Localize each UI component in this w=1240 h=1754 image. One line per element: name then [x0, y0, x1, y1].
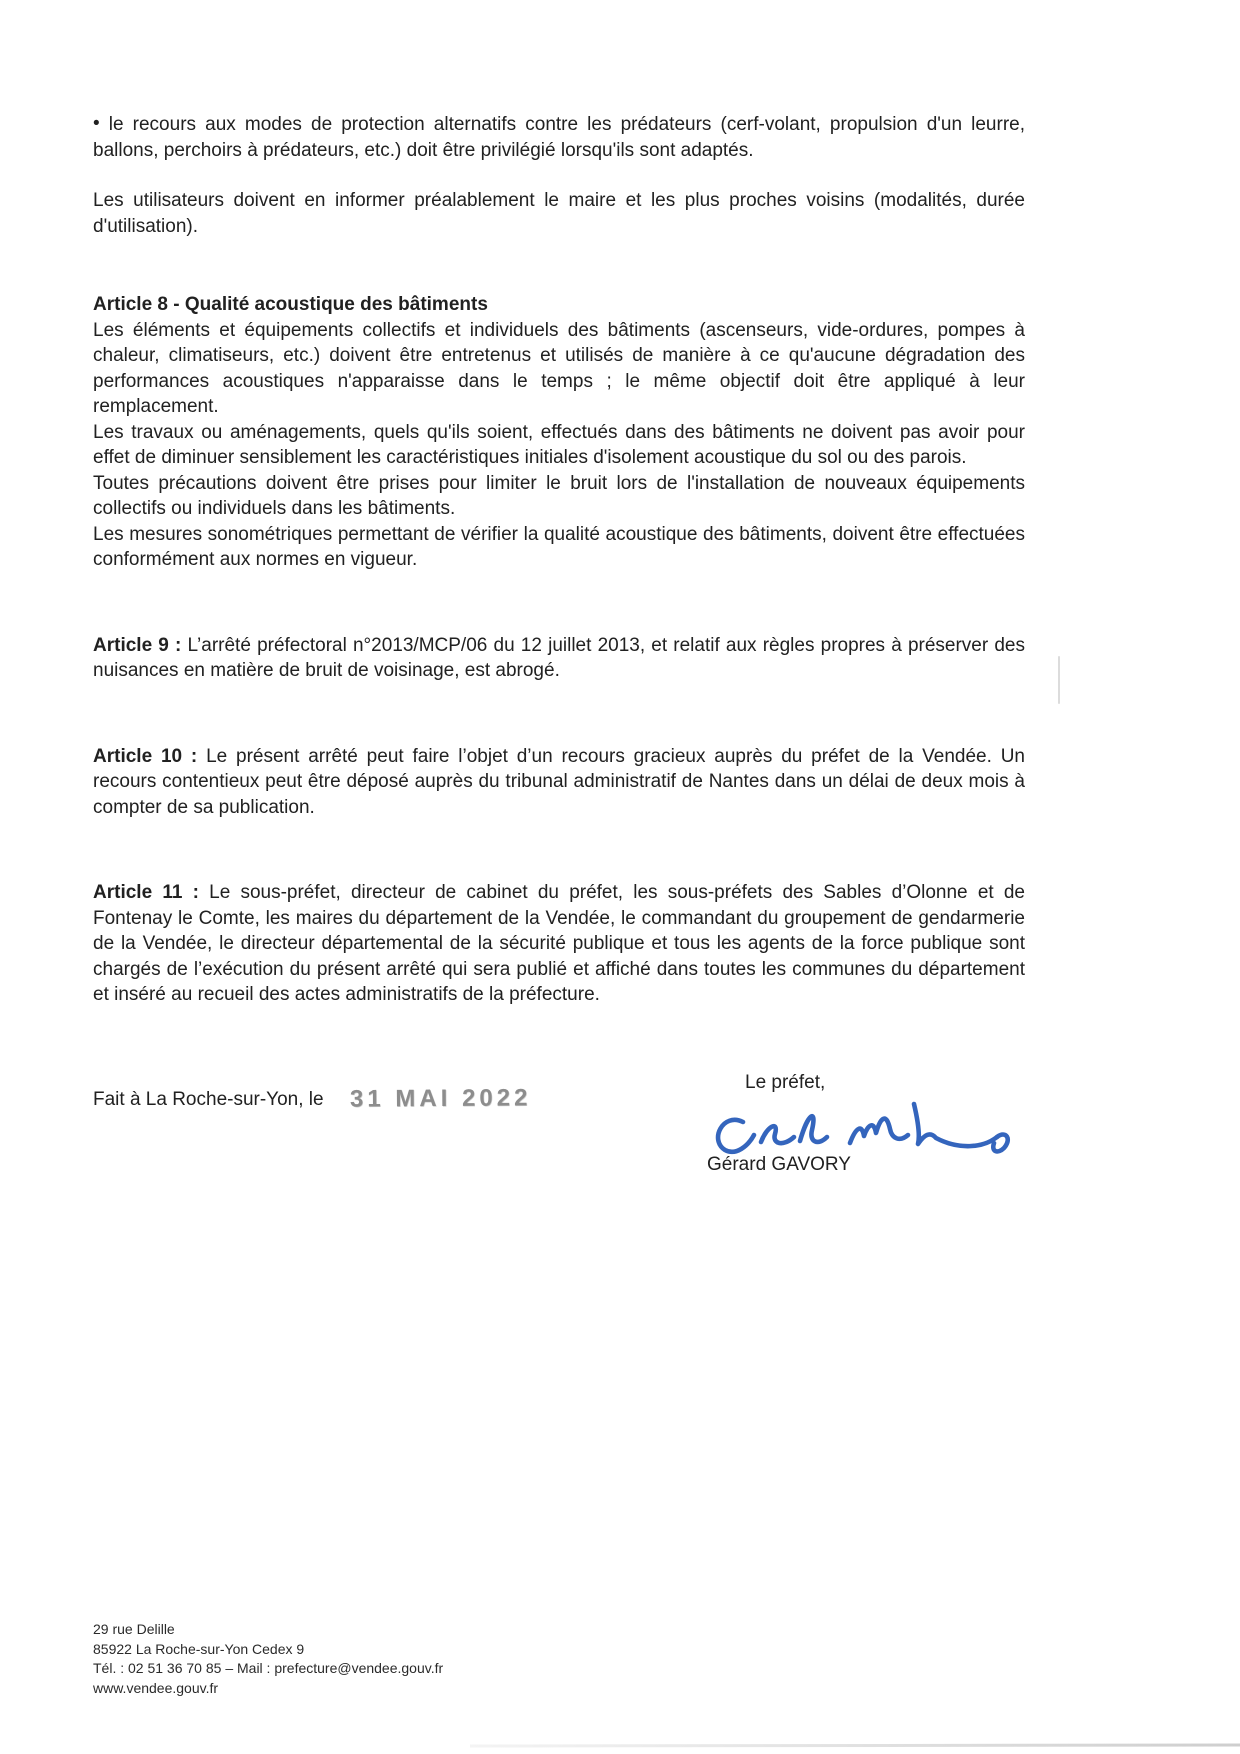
footer-website: www.vendee.gouv.fr: [93, 1679, 219, 1696]
signer-block: [705, 1071, 1035, 1175]
bullet-icon: •: [93, 113, 100, 134]
article-8-paragraph-2: Les travaux ou aménagements, quels qu'ils soient, effectués dans des bâtiments ne doivent pas avoir pour effet de diminuer sensiblement les caractéristiques initiales d'isolement acoustique du sol ou des parois.: [93, 421, 1025, 468]
article-8-heading: Article 8 - Qualité acoustique des bâtiments: [93, 294, 488, 315]
article-8-paragraph-1: Les éléments et équipements collectifs et individuels des bâtiments (ascenseurs, vide-ordures, pompes à chaleur, climatiseurs, etc.) doivent être entretenus et utilisés de manière à ce qu'aucune dégradation des performances acoustiques n'apparaisse dans le temps ; le même objectif doit être appliqué à leur remplacement.: [93, 319, 1025, 417]
bullet-paragraph-text: le recours aux modes de protection alternatifs contre les prédateurs (cerf-volant, propulsion d'un leurre, ballons, perchoirs à prédateurs, etc.) doit être privilégié lorsqu'ils sont adaptés.: [93, 114, 1025, 161]
footer-address-block: [93, 1620, 443, 1698]
footer-address-line2: 85922 La Roche-sur-Yon Cedex 9: [93, 1640, 305, 1657]
bullet-paragraph: [93, 112, 1025, 163]
article-8-paragraph-3: Toutes précautions doivent être prises pour limiter le bruit lors de l'installation de nouveaux équipements collectifs ou individuels dans les bâtiments.: [93, 472, 1025, 519]
article-10-label: Article 10 :: [93, 745, 198, 767]
signer-title: Le préfet,: [745, 1071, 826, 1093]
article-8-paragraph-4: Les mesures sonométriques permettant de vérifier la qualité acoustique des bâtiments, doivent être effectuées conformément aux normes en vigueur.: [93, 523, 1025, 570]
article-11-paragraph: [93, 880, 1025, 1008]
footer-contact-line: Tél. : 02 51 36 70 85 – Mail : prefecture@vendee.gouv.fr: [93, 1660, 444, 1676]
article-9-label: Article 9 :: [93, 634, 182, 656]
article-9-text: L’arrêté préfectoral n°2013/MCP/06 du 12 juillet 2013, et relatif aux règles propres à préserver des nuisances en matière de bruit de voisinage, est abrogé.: [93, 634, 1025, 681]
footer-address-line1: 29 rue Delille: [93, 1621, 175, 1637]
article-11-text: Le sous-préfet, directeur de cabinet du préfet, les sous-préfets des Sables d’Olonne et de Fontenay le Comte, les maires du département de la Vendée, le commandant du groupement de gendarmerie de la Vendée, le directeur départemental de la sécurité publique et tous les agents de la force publique sont chargés de l’exécution du présent arrêté qui sera publié et affiché dans toutes les communes du département et inséré au recueil des actes administratifs de la préfecture.: [93, 882, 1025, 1005]
signer-name: Gérard GAVORY: [707, 1153, 851, 1175]
scan-artifact-vertical-line: [1058, 656, 1060, 704]
place-date-label: Fait à La Roche-sur-Yon, le: [93, 1088, 324, 1110]
article-10-paragraph: [93, 744, 1025, 821]
article-9-paragraph: [93, 633, 1025, 684]
date-stamp: 31 MAI 2022: [349, 1083, 532, 1113]
place-date-line: [93, 1084, 531, 1112]
signature-row: [93, 1072, 1025, 1242]
article-11-label: Article 11 :: [93, 882, 199, 903]
users-paragraph: Les utilisateurs doivent en informer préalablement le maire et les plus proches voisins (modalités, durée d'utilisation).: [93, 190, 1025, 237]
article-10-text: Le présent arrêté peut faire l’objet d’un recours gracieux auprès du préfet de la Vendée. Un recours contentieux peut être déposé auprès du tribunal administratif de Nantes dans un délai de deux mois à compter de sa publication.: [93, 745, 1025, 818]
scan-artifact-bottom-line: [470, 1743, 1240, 1747]
